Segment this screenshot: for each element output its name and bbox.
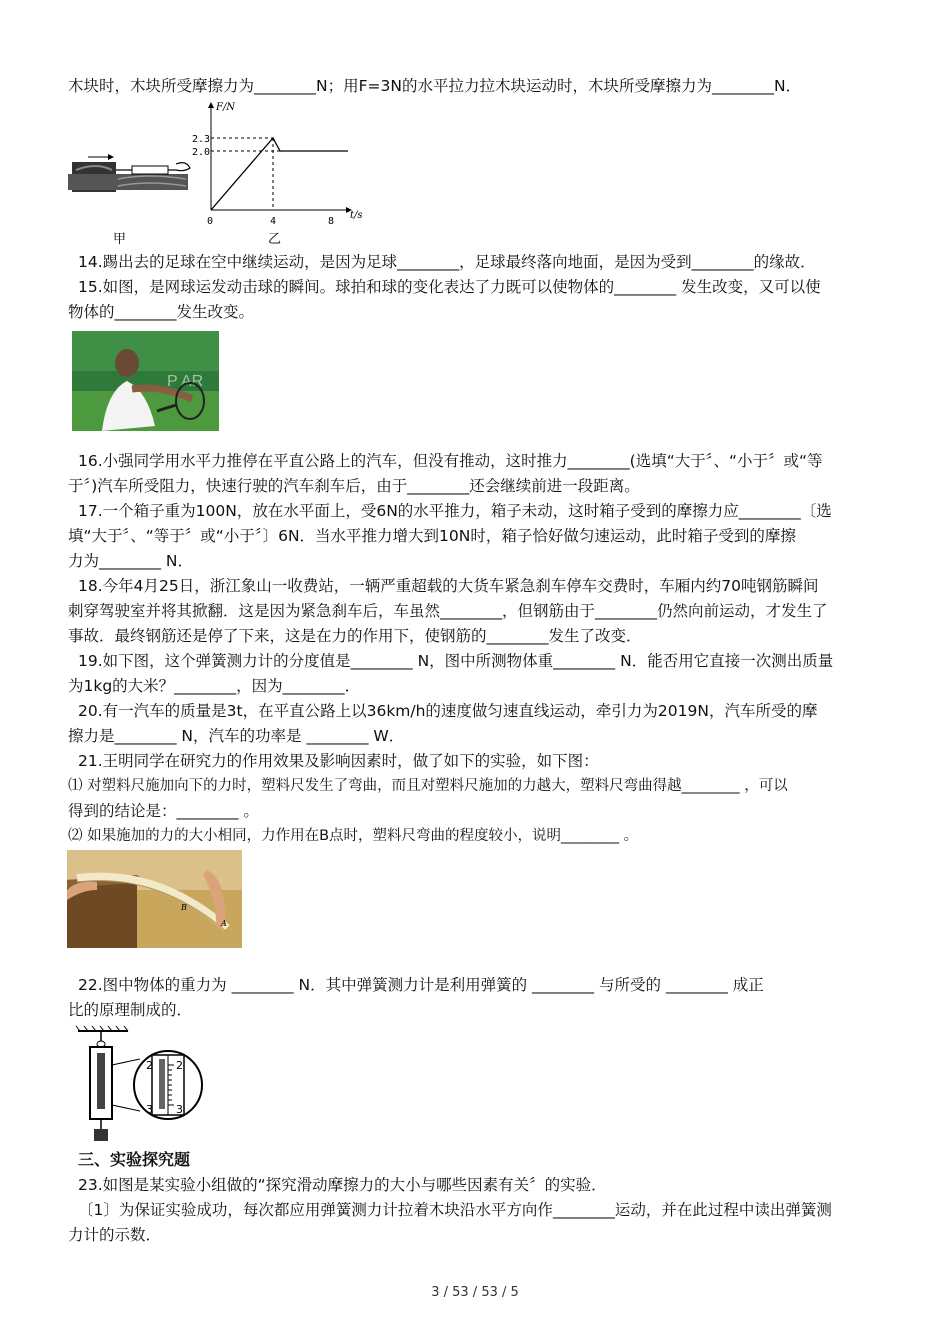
y-tick-label: 2.0 <box>192 147 211 158</box>
text-line: 20.有一汽车的质量是3t，在平直公路上以36km/h的速度做匀速直线运动，牵引力为2019N，汽车所受的摩 <box>78 702 818 720</box>
spring-scale-figure <box>68 1025 208 1143</box>
text-line: 17.一个箱子重为100N，放在水平面上，受6N的水平推力，箱子未动，这时箱子受到的摩擦力应________〔选 <box>78 502 832 520</box>
text-line: 事故．最终钢筋还是停了下来，这是在力的作用下，使钢筋的________发生了改变． <box>68 627 642 645</box>
fig-yi-label: 乙 <box>268 232 282 247</box>
scale-tick-label: 3 <box>176 1103 183 1116</box>
x-tick-label: 8 <box>328 216 335 227</box>
text-line: 得到的结论是：________ 。 <box>68 802 259 820</box>
svg-text:P AR: P AR <box>167 373 204 390</box>
text-line: 15.如图，是网球运发动击球的瞬间。球拍和球的变化表达了力既可以使物体的________ 发生改变，又可以使 <box>78 278 821 296</box>
page-footer: 3 / 53 / 53 / 5 <box>431 1285 519 1300</box>
ruler-point-label: B <box>181 903 187 912</box>
scale-tick-label: 3 <box>146 1103 153 1116</box>
text-line: 力计的示数． <box>68 1226 162 1244</box>
text-line: 木块时，木块所受摩擦力为________N；用F=3N的水平拉力拉木块运动时，木块所受摩擦力为________N． <box>68 77 802 95</box>
bent-ruler-photo <box>67 850 242 948</box>
friction-graph-figure <box>68 100 368 250</box>
x-tick-label: 0 <box>207 216 214 227</box>
x-axis-label: t/s <box>350 210 363 221</box>
text-line: 14.踢出去的足球在空中继续运动，是因为足球________，足球最终落向地面，是因为受到________的缘故． <box>78 253 816 271</box>
text-line: 18.今年4月25日，浙江象山一收费站，一辆严重超载的大货车紧急刹车停车交费时，车厢内约70吨钢筋瞬间 <box>78 577 819 595</box>
text-line: ⑴ 对塑料尺施加向下的力时，塑料尺发生了弯曲，而且对塑料尺施加的力越大，塑料尺弯曲得越________ ，可以 <box>68 778 788 794</box>
text-line: 23.如图是某实验小组做的“探究滑动摩擦力的大小与哪些因素有关〞的实验． <box>78 1176 607 1194</box>
x-tick-label: 4 <box>270 216 277 227</box>
text-line: 于〞)汽车所受阻力，快速行驶的汽车刹车后，由于________还会继续前进一段距离。 <box>68 477 640 495</box>
text-line: 为1kg的大米？________，因为________． <box>68 677 361 695</box>
text-line: 比的原理制成的． <box>68 1001 193 1019</box>
text-line: 21.王明同学在研究力的作用效果及影响因素时，做了如下的实验，如下图： <box>78 752 599 770</box>
text-line: 〔1〕为保证实验成功，每次都应用弹簧测力计拉着木块沿水平方向作________运动，并在此过程中读出弹簧测 <box>78 1201 832 1219</box>
f-t-graph <box>192 102 363 247</box>
text-line: 19.如下图，这个弹簧测力计的分度值是________ N，图中所测物体重________ N．能否用它直接一次测出质量 <box>78 652 834 670</box>
text-line: 物体的________发生改变。 <box>68 303 255 321</box>
y-axis-label: F/N <box>216 102 236 113</box>
scale-tick-label: 2 <box>146 1059 153 1072</box>
text-line: 22.图中物体的重力为 ________ N．其中弹簧测力计是利用弹簧的 ________ 与所受的 ________ 成正 <box>78 976 764 994</box>
block-apparatus-drawing <box>68 154 190 247</box>
text-line: 16.小强同学用水平力推停在平直公路上的汽车，但没有推动，这时推力________(选填“大于〞、“小于〞或“等 <box>78 452 823 470</box>
text-line: 刺穿驾驶室并将其掀翻．这是因为紧急刹车后，车虽然________，但钢筋由于________仍然向前运动，才发生了 <box>68 602 828 620</box>
text-line: ⑵ 如果施加的力的大小相同，力作用在B点时，塑料尺弯曲的程度较小，说明________ 。 <box>68 828 639 844</box>
tennis-player-photo <box>72 331 219 431</box>
scale-tick-label: 2 <box>176 1059 183 1072</box>
section-heading: 三、实验探究题 <box>78 1150 191 1169</box>
fig-jia-label: 甲 <box>113 232 127 247</box>
text-line: 擦力是________ N，汽车的功率是 ________ W． <box>68 727 405 745</box>
y-tick-label: 2.3 <box>192 134 211 145</box>
text-line: 填“大于〞、“等于〞或“小于〞〕6N．当水平推力增大到10N时，箱子恰好做匀速运动，此时箱子受到的摩擦 <box>68 527 796 545</box>
ruler-point-label: A <box>221 919 227 928</box>
text-line: 力为________ N． <box>68 552 194 570</box>
